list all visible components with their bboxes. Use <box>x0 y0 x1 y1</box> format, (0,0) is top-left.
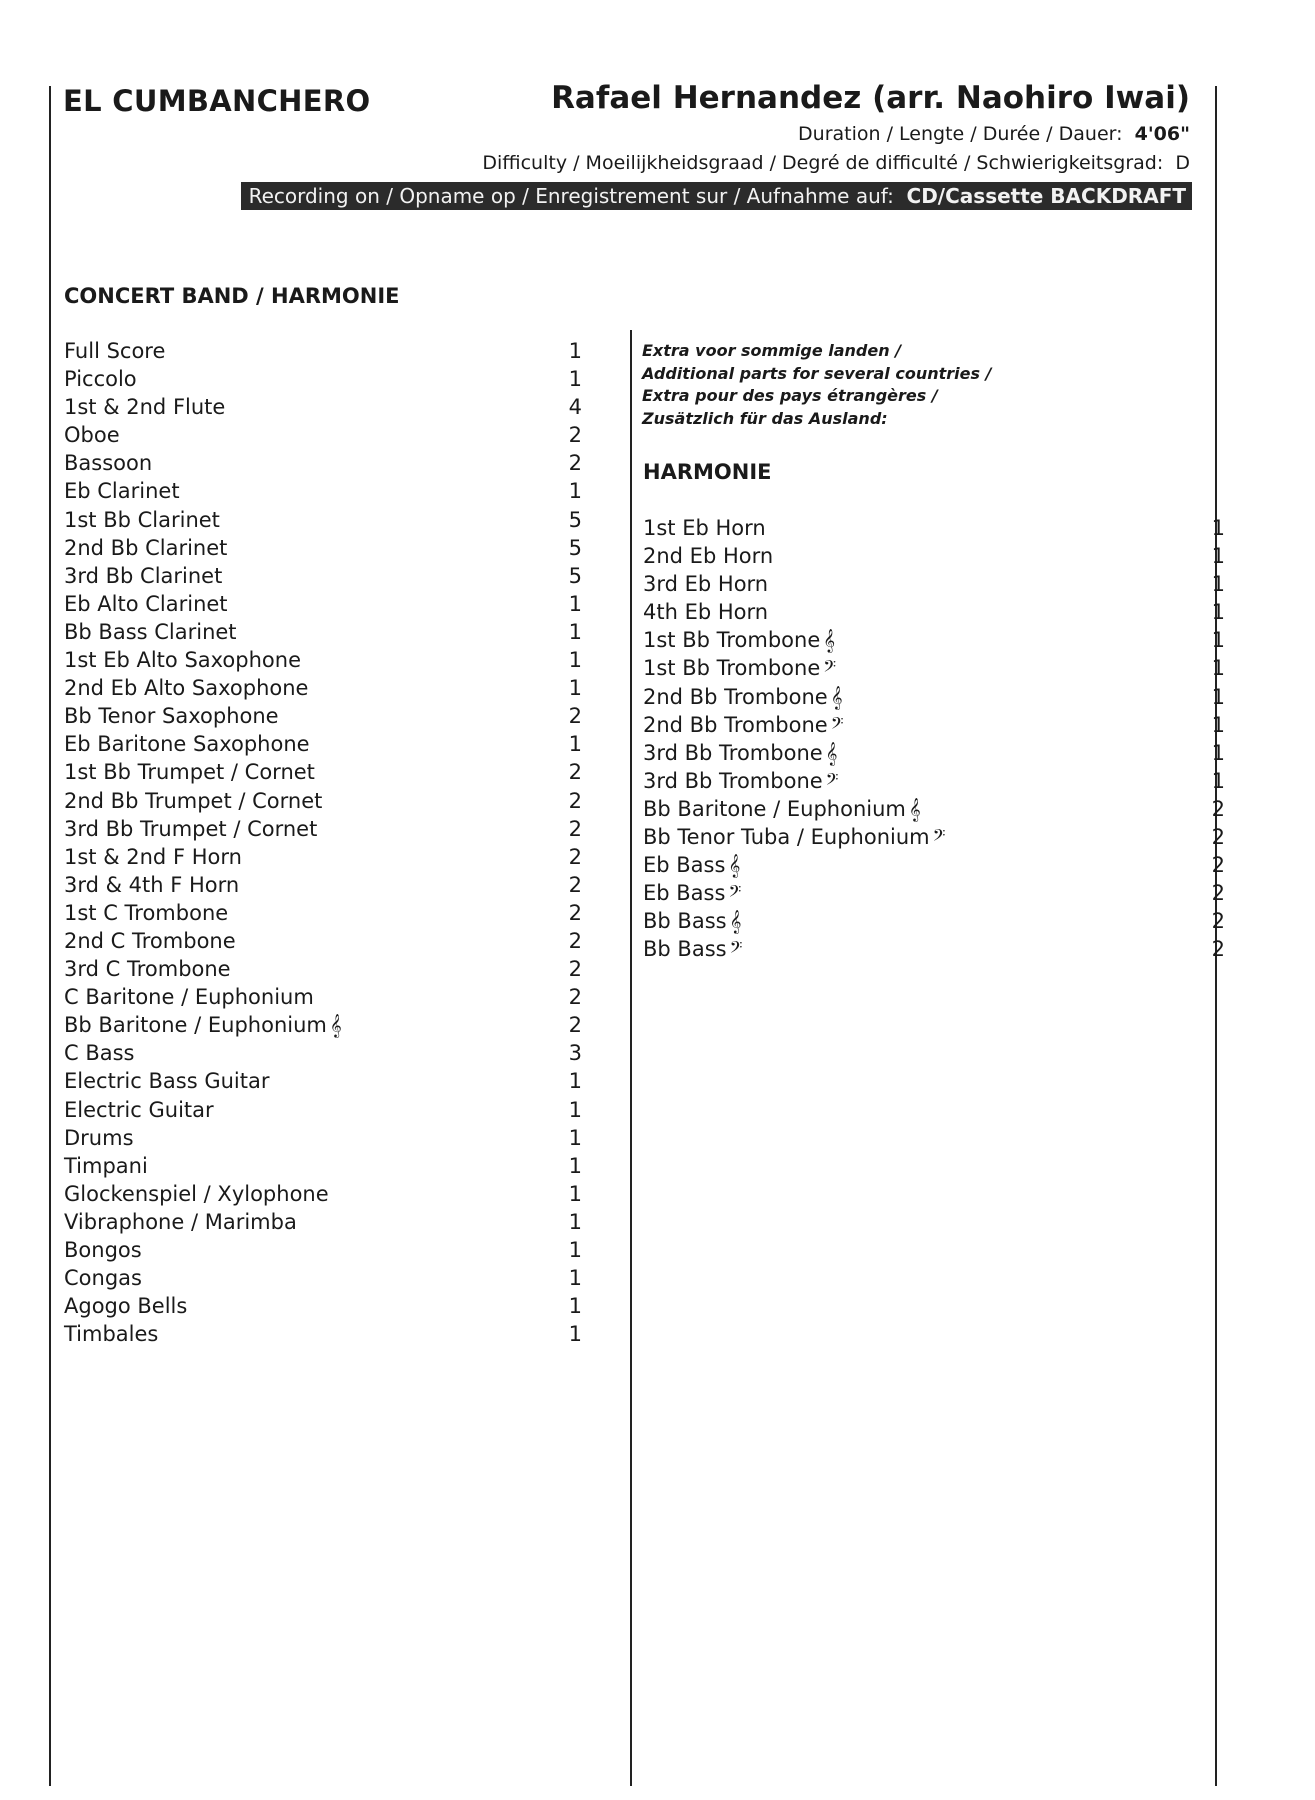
part-quantity: 1 <box>1211 516 1225 540</box>
part-name <box>643 769 839 793</box>
extra-parts-note <box>642 340 991 430</box>
part-row <box>64 479 584 507</box>
part-name <box>64 1322 158 1346</box>
part-name-text: Eb Clarinet <box>64 479 180 504</box>
part-row <box>643 796 1225 825</box>
part-row <box>64 1322 584 1350</box>
part-name <box>643 825 945 849</box>
part-quantity: 3 <box>568 1041 582 1066</box>
difficulty-value: D <box>1175 152 1190 174</box>
note-line: Extra voor sommige landen / <box>642 341 902 360</box>
part-row <box>643 853 1225 881</box>
part-name-text: 2nd Bb Trumpet / Cornet <box>64 788 323 813</box>
part-quantity: 1 <box>1211 712 1225 737</box>
part-row <box>64 564 584 592</box>
part-name <box>64 676 308 700</box>
note-line: Additional parts for several countries / <box>642 363 992 383</box>
part-quantity: 2 <box>568 900 582 925</box>
recording-label: Recording on / Opname op / Enregistrement sur / Aufnahme auf: <box>248 184 894 208</box>
part-name-text: Bb Baritone / Euphonium <box>643 796 906 821</box>
part-name-text: 3rd Eb Horn <box>643 572 769 597</box>
part-row <box>64 620 584 648</box>
recording-value: CD/Cassette BACKDRAFT <box>906 184 1186 208</box>
part-name-text: Agogo Bells <box>64 1294 188 1319</box>
part-quantity: 1 <box>568 1266 582 1291</box>
part-name-text: 1st Bb Clarinet <box>64 507 220 532</box>
part-row <box>64 367 584 395</box>
part-name <box>64 1182 329 1206</box>
part-row <box>643 600 1225 628</box>
part-row <box>64 1266 584 1294</box>
part-name <box>64 817 317 841</box>
part-name-text: Eb Alto Clarinet <box>64 591 228 616</box>
part-quantity: 2 <box>568 451 582 476</box>
part-name <box>643 544 773 568</box>
concert-band-parts-list <box>64 339 584 1350</box>
part-name-text: Full Score <box>64 339 166 363</box>
bass-clef-icon: 𝄢 <box>830 712 844 737</box>
part-row <box>64 845 584 873</box>
note-line: Extra pour des pays étrangères / <box>642 386 938 405</box>
part-name-text: Bb Bass Clarinet <box>64 619 237 644</box>
part-name <box>643 516 766 540</box>
part-row <box>64 1041 584 1069</box>
part-row <box>64 1098 584 1126</box>
part-name-text: 2nd Bb Clarinet <box>64 535 228 560</box>
part-row <box>64 1069 584 1097</box>
part-row <box>643 712 1225 741</box>
part-row <box>64 648 584 676</box>
part-quantity: 1 <box>568 479 582 504</box>
part-name-text: Timbales <box>64 1322 159 1347</box>
part-name <box>64 760 315 784</box>
part-quantity: 1 <box>568 1125 582 1150</box>
part-quantity: 2 <box>1211 881 1225 906</box>
part-quantity: 1 <box>1211 600 1225 625</box>
part-row <box>643 881 1225 909</box>
part-quantity: 2 <box>568 985 582 1010</box>
part-name-text: 2nd Eb Alto Saxophone <box>64 676 309 701</box>
composer-arranger: Rafael Hernandez (arr. Naohiro Iwai) <box>551 80 1190 116</box>
part-name <box>643 909 741 933</box>
part-name-text: 1st Bb Trombone <box>643 656 821 681</box>
part-row <box>64 339 584 367</box>
part-row <box>64 1182 584 1210</box>
part-row <box>64 423 584 451</box>
part-row <box>64 985 584 1013</box>
part-name <box>64 732 310 756</box>
part-name-text: Electric Bass Guitar <box>64 1069 270 1094</box>
column-divider-line <box>630 330 632 1786</box>
part-quantity: 1 <box>1211 544 1225 569</box>
part-name-text: 1st Bb Trumpet / Cornet <box>64 760 315 785</box>
part-name <box>64 1041 135 1065</box>
part-name-text: 1st Eb Alto Saxophone <box>64 648 301 673</box>
part-row <box>64 817 584 845</box>
part-name-text: 3rd Bb Trombone <box>643 768 823 793</box>
part-name-text: 1st C Trombone <box>64 900 229 925</box>
part-name <box>64 536 227 560</box>
part-row <box>643 544 1225 572</box>
part-quantity: 1 <box>568 1238 582 1262</box>
part-name-text: Eb Bass <box>643 853 726 878</box>
bass-clef-icon: 𝄢 <box>823 656 837 681</box>
part-name <box>64 901 228 925</box>
part-name-text: Piccolo <box>64 367 137 392</box>
part-name <box>64 620 237 644</box>
part-name-text: 3rd Bb Clarinet <box>64 563 223 588</box>
part-quantity: 1 <box>568 367 582 392</box>
part-row <box>64 789 584 817</box>
part-name-text: 2nd Bb Trombone <box>643 684 828 709</box>
part-name-text: 3rd Bb Trombone <box>643 740 823 765</box>
part-name <box>64 1069 269 1093</box>
part-name <box>643 628 835 652</box>
part-quantity: 2 <box>1211 853 1225 878</box>
part-name-text: Congas <box>64 1266 142 1291</box>
part-name <box>643 741 838 765</box>
part-name-text: Bassoon <box>64 451 153 476</box>
part-row <box>643 656 1225 684</box>
part-name-text: 4th Eb Horn <box>643 600 769 625</box>
duration-line <box>798 123 1190 145</box>
part-name <box>64 479 180 503</box>
harmonie-heading: HARMONIE <box>643 460 772 484</box>
part-row <box>64 592 584 620</box>
part-row <box>64 536 584 564</box>
part-row <box>64 508 584 536</box>
part-quantity: 5 <box>568 535 582 560</box>
part-quantity: 1 <box>1211 684 1225 709</box>
part-quantity: 1 <box>568 339 582 363</box>
part-quantity: 5 <box>568 563 582 588</box>
part-name <box>64 1238 142 1262</box>
part-name-text: Bb Tenor Tuba / Euphonium <box>643 825 930 850</box>
part-name <box>64 339 165 363</box>
part-quantity: 2 <box>568 704 582 729</box>
part-quantity: 2 <box>568 423 582 448</box>
part-name <box>64 1154 148 1178</box>
treble-clef-icon: 𝄞 <box>728 853 741 878</box>
part-row <box>643 909 1225 937</box>
part-quantity: 1 <box>1211 572 1225 597</box>
part-name <box>643 572 768 596</box>
part-quantity: 1 <box>568 1294 582 1319</box>
part-quantity: 1 <box>568 1209 582 1234</box>
part-name <box>64 873 239 897</box>
part-name-text: Glockenspiel / Xylophone <box>64 1181 329 1206</box>
part-name-text: C Baritone / Euphonium <box>64 985 314 1010</box>
part-quantity: 1 <box>568 676 582 701</box>
part-name-text: 1st & 2nd F Horn <box>64 844 242 869</box>
bass-clef-icon: 𝄢 <box>932 825 946 850</box>
part-quantity: 1 <box>568 1097 582 1122</box>
part-name <box>64 395 225 419</box>
part-name <box>643 937 742 961</box>
part-name-text: Electric Guitar <box>64 1097 214 1122</box>
part-quantity: 1 <box>1211 656 1225 681</box>
part-quantity: 2 <box>1211 796 1225 821</box>
part-name <box>64 648 301 672</box>
part-name <box>64 564 222 588</box>
part-name <box>64 367 137 391</box>
part-name <box>64 423 120 447</box>
part-quantity: 1 <box>568 619 582 644</box>
difficulty-label: Difficulty / Moeilijkheidsgraad / Degré de difficulté / Schwierigkeitsgrad: <box>482 152 1164 174</box>
part-name <box>64 845 242 869</box>
concert-band-heading: CONCERT BAND / HARMONIE <box>64 284 400 308</box>
part-row <box>64 1238 584 1266</box>
treble-clef-icon: 𝄞 <box>908 796 921 821</box>
part-name <box>64 1210 297 1234</box>
part-row <box>64 873 584 901</box>
treble-clef-icon: 𝄞 <box>825 740 838 765</box>
part-name <box>64 789 322 813</box>
part-row <box>64 901 584 929</box>
part-name <box>64 929 236 953</box>
bass-clef-icon: 𝄢 <box>728 881 742 906</box>
harmonie-parts-list <box>643 516 1225 966</box>
part-name <box>643 713 844 737</box>
part-name-text: 1st & 2nd Flute <box>64 395 226 420</box>
part-name-text: Bongos <box>64 1238 142 1262</box>
part-row <box>643 684 1225 713</box>
part-name-text: 2nd Eb Horn <box>643 544 774 569</box>
part-quantity: 2 <box>568 816 582 841</box>
duration-label: Duration / Lengte / Durée / Dauer: <box>798 123 1123 145</box>
part-name <box>643 656 836 680</box>
part-name <box>64 592 228 616</box>
part-name <box>64 1013 342 1037</box>
part-name-text: 3rd & 4th F Horn <box>64 872 240 897</box>
part-quantity: 1 <box>568 648 582 673</box>
part-quantity: 1 <box>568 1153 582 1178</box>
part-name <box>64 704 279 728</box>
right-border-line <box>1215 86 1217 1786</box>
duration-value: 4'06" <box>1134 123 1190 145</box>
part-name-text: C Bass <box>64 1041 135 1066</box>
part-quantity: 2 <box>568 872 582 897</box>
part-name <box>64 1266 142 1290</box>
part-name-text: Oboe <box>64 423 120 448</box>
part-name-text: Bb Bass <box>643 937 727 962</box>
piece-title: EL CUMBANCHERO <box>63 84 371 118</box>
part-row <box>64 1013 584 1041</box>
part-name-text: Bb Tenor Saxophone <box>64 704 279 729</box>
part-quantity: 1 <box>568 1069 582 1094</box>
part-name-text: 2nd Bb Trombone <box>643 712 828 737</box>
part-quantity: 1 <box>568 1322 582 1347</box>
part-row <box>64 676 584 704</box>
part-name <box>643 881 741 905</box>
treble-clef-icon: 𝄞 <box>823 628 836 653</box>
part-name-text: Drums <box>64 1125 134 1150</box>
part-name-text: Eb Baritone Saxophone <box>64 732 310 757</box>
part-quantity: 1 <box>568 732 582 757</box>
treble-clef-icon: 𝄞 <box>830 684 843 709</box>
part-quantity: 2 <box>1211 909 1225 934</box>
part-name <box>64 1098 214 1122</box>
part-row <box>64 704 584 732</box>
part-row <box>643 740 1225 769</box>
part-row <box>64 395 584 423</box>
part-quantity: 2 <box>568 844 582 869</box>
part-name-text: 3rd Bb Trumpet / Cornet <box>64 816 318 841</box>
part-name-text: 1st Eb Horn <box>643 516 766 540</box>
part-quantity: 2 <box>568 928 582 953</box>
part-row <box>643 768 1225 797</box>
part-name-text: Vibraphone / Marimba <box>64 1209 297 1234</box>
bass-clef-icon: 𝄢 <box>729 937 743 962</box>
part-name <box>64 451 152 475</box>
part-quantity: 2 <box>568 1013 582 1038</box>
part-name <box>643 853 740 877</box>
part-row <box>64 1294 584 1322</box>
bass-clef-icon: 𝄢 <box>825 768 839 793</box>
part-row <box>64 451 584 479</box>
part-name <box>643 797 921 821</box>
part-quantity: 2 <box>568 788 582 813</box>
part-quantity: 4 <box>568 395 582 420</box>
part-name-text: 3rd C Trombone <box>64 957 231 982</box>
part-name-text: Timpani <box>64 1153 148 1178</box>
part-name <box>64 985 314 1009</box>
recording-banner <box>241 182 1192 210</box>
part-quantity: 2 <box>568 760 582 785</box>
part-quantity: 2 <box>1211 937 1225 962</box>
part-row <box>643 516 1225 544</box>
treble-clef-icon: 𝄞 <box>729 909 742 934</box>
part-row <box>64 929 584 957</box>
part-name-text: Bb Baritone / Euphonium <box>64 1013 327 1038</box>
part-quantity: 2 <box>1211 825 1225 850</box>
part-quantity: 5 <box>568 507 582 532</box>
left-border-line <box>49 86 51 1786</box>
part-name <box>64 508 220 532</box>
part-quantity: 1 <box>1211 628 1225 653</box>
note-line: Zusätzlich für das Ausland: <box>642 408 888 428</box>
part-row <box>643 825 1225 853</box>
part-row <box>643 628 1225 656</box>
treble-clef-icon: 𝄞 <box>329 1013 342 1038</box>
difficulty-line <box>482 152 1190 174</box>
part-row <box>64 957 584 985</box>
part-name-text: Bb Bass <box>643 909 727 934</box>
part-name <box>643 600 768 624</box>
part-row <box>64 1210 584 1238</box>
part-name-text: 2nd C Trombone <box>64 928 236 953</box>
part-row <box>643 937 1225 965</box>
part-row <box>64 732 584 760</box>
part-name <box>64 1126 134 1150</box>
part-name-text: 1st Bb Trombone <box>643 628 821 653</box>
part-quantity: 2 <box>568 957 582 982</box>
part-quantity: 1 <box>1211 768 1225 793</box>
part-row <box>643 572 1225 600</box>
part-row <box>64 760 584 788</box>
part-row <box>64 1154 584 1182</box>
part-quantity: 1 <box>568 1181 582 1206</box>
part-name <box>643 685 843 709</box>
part-quantity: 1 <box>1211 740 1225 765</box>
part-quantity: 1 <box>568 591 582 616</box>
part-name <box>64 1294 187 1318</box>
part-name-text: Eb Bass <box>643 881 726 906</box>
part-name <box>64 957 231 981</box>
part-row <box>64 1126 584 1154</box>
